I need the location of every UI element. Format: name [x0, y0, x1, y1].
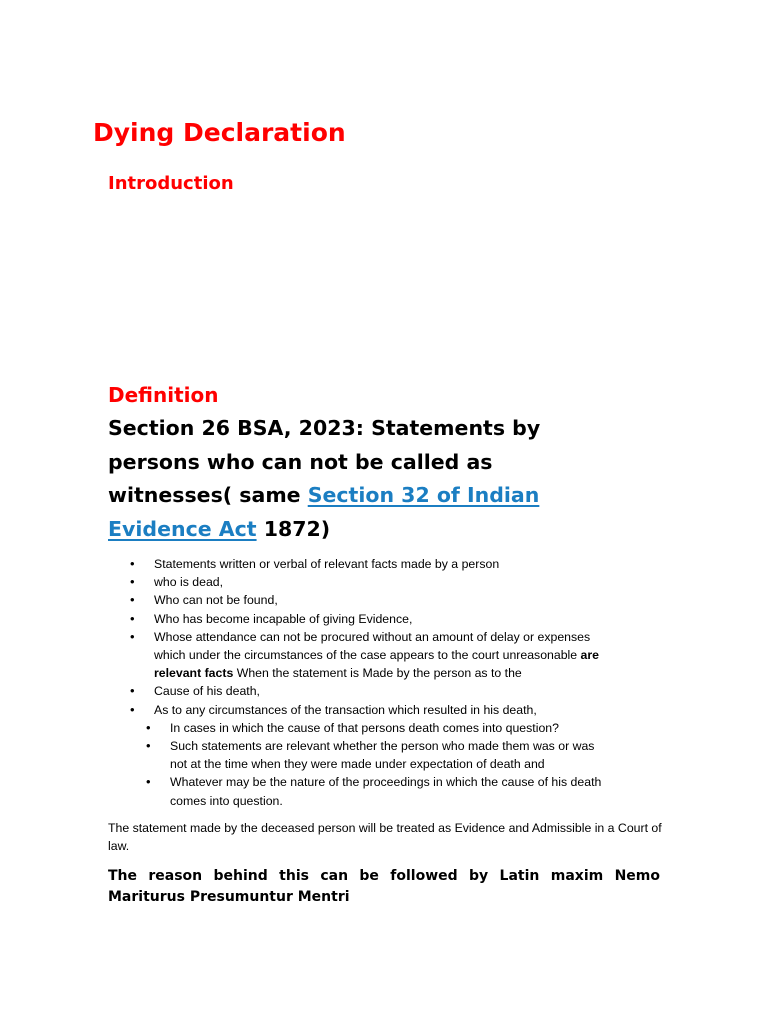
section-32-link[interactable]: Section 32 of Indian — [307, 483, 540, 507]
definition-bullet-list — [108, 555, 668, 810]
list-item — [108, 628, 668, 683]
section-heading-line: Section 26 BSA, 2023: Statements by — [108, 416, 541, 440]
list-item-text: • Whose attendance can not be procured without an amount of delay or expenses — [154, 629, 591, 644]
statement-paragraph: The statement made by the deceased person will be treated as Evidence and Admissible in a Court of law. — [108, 821, 662, 853]
definition-heading: Definition — [108, 383, 219, 407]
sub-list-item — [108, 719, 668, 737]
list-item-text: • who is dead, — [154, 575, 224, 590]
sub-list-item — [108, 737, 668, 773]
list-item-text: • As to any circumstances of the transaction which resulted in his death, — [154, 702, 537, 717]
list-item-text: • In cases in which the cause of that persons death comes into question? — [170, 720, 559, 735]
list-item-text: • Who has become incapable of giving Evidence, — [154, 611, 413, 626]
section-heading-text: 1872) — [256, 516, 331, 541]
list-item-bold-text: relevant facts — [154, 666, 234, 681]
list-item-text: • Who can not be found, — [154, 593, 278, 608]
section-heading-line — [108, 513, 668, 547]
list-item-text — [154, 646, 668, 664]
list-item-text: • Whatever may be the nature of the proceedings in which the cause of his death — [170, 775, 602, 790]
section-heading-line: persons who can not be called as — [108, 449, 493, 474]
introduction-heading: Introduction — [108, 173, 234, 194]
section-heading — [108, 412, 668, 546]
section-heading-text: witnesses( same — [108, 483, 308, 507]
list-item — [108, 610, 668, 628]
list-item — [108, 682, 668, 700]
list-item — [108, 573, 668, 591]
list-item-text: • Cause of his death, — [154, 684, 260, 699]
list-item-text: • Such statements are relevant whether the person who made them was or was — [170, 739, 595, 754]
evidence-act-link[interactable]: Evidence Act — [108, 516, 257, 541]
list-item — [108, 555, 668, 573]
list-item-text: comes into question. — [170, 793, 283, 808]
list-item-text: • Statements written or verbal of relevant facts made by a person — [154, 557, 500, 571]
sub-list-item — [108, 773, 668, 809]
document-title: Dying Declaration — [93, 118, 346, 147]
list-item — [108, 701, 668, 719]
list-item-bold-text: are — [580, 648, 600, 663]
latin-maxim-paragraph — [108, 866, 660, 907]
list-item-text-part: When the statement is Made by the person as to the — [233, 666, 522, 681]
list-item-text — [154, 664, 668, 682]
list-item-text: not at the time when they were made under expectation of death and — [170, 757, 545, 772]
list-item — [108, 591, 668, 609]
latin-maxim-line: Mariturus Presumuntur Mentri — [108, 888, 350, 905]
latin-maxim-line: The reason behind this can be followed by Latin maxim Nemo — [108, 868, 660, 884]
section-heading-line — [108, 479, 668, 513]
list-item-text-part: which under the circumstances of the case appears to the court unreasonable — [154, 648, 581, 663]
